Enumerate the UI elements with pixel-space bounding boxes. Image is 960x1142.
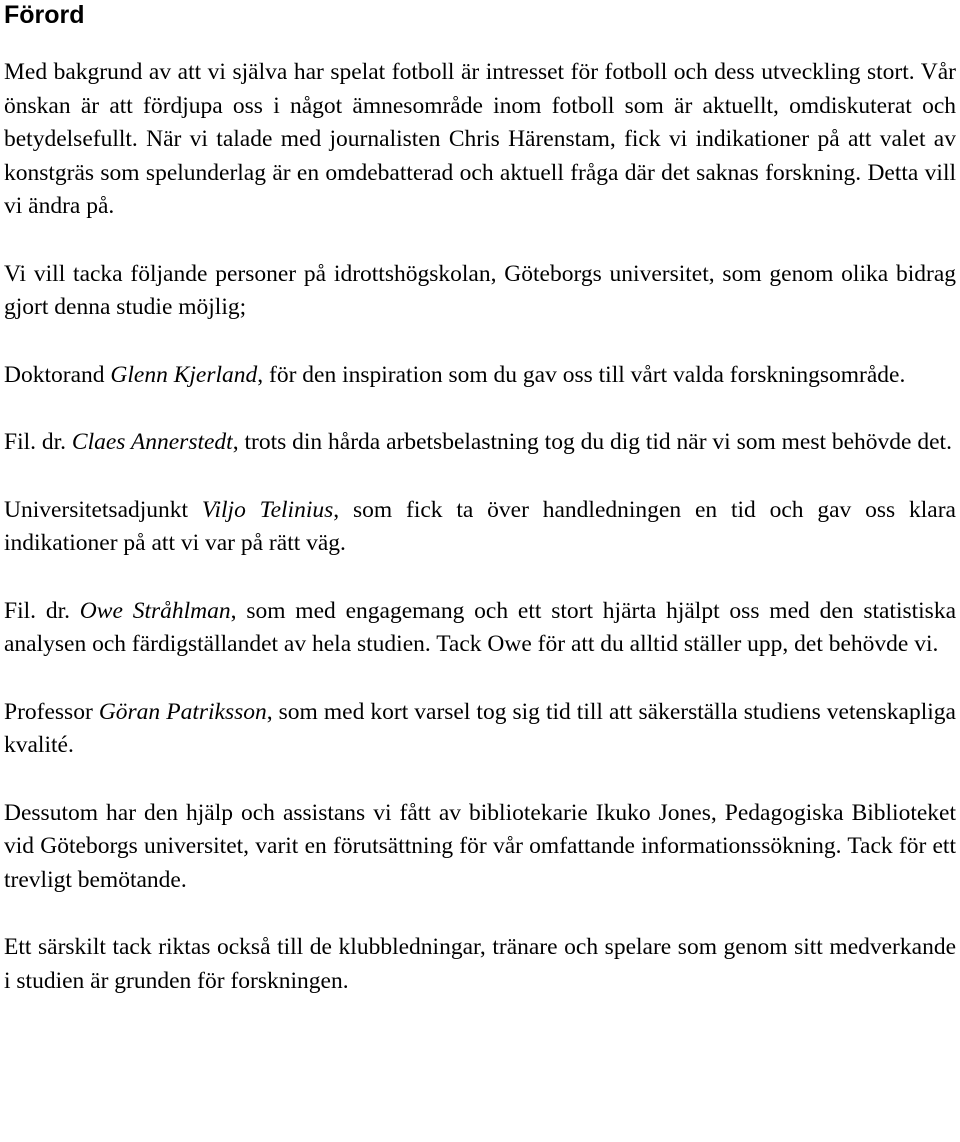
paragraph-text: , som med engagemang och ett stort hjärta hjälpt oss med den statistiska analysen och färdigställandet av hela studien. Tack Owe för att du alltid ställer upp, det behövde vi.	[4, 597, 957, 657]
person-name: Göran Patriksson	[98, 698, 267, 725]
paragraph-text: Universitetsadjunkt	[4, 496, 202, 523]
person-name: Viljo Telinius	[201, 496, 334, 523]
thanks-library-paragraph: Dessutom har den hjälp och assistans vi fått av bibliotekarie Ikuko Jones, Pedagogiska Biblioteket vid Göteborgs universitet, varit en förutsättning för vår omfattande informationssökning. Tack för ett trevligt bemötande.	[4, 799, 956, 893]
paragraph-text: Doktorand	[4, 361, 111, 388]
thanks-intro-paragraph: Vi vill tacka följande personer på idrottshögskolan, Göteborgs universitet, som genom olika bidrag gjort denna studie möjlig;	[4, 260, 956, 320]
paragraph-text: Professor	[4, 698, 99, 725]
page-title: Förord	[4, 1, 85, 29]
paragraph-text: , för den inspiration som du gav oss till vårt valda forskningsområde.	[257, 361, 906, 388]
person-name: Claes Annerstedt	[71, 429, 233, 455]
thanks-clubs-paragraph: Ett särskilt tack riktas också till de klubbledningar, tränare och spelare som genom sitt medverkande i studien är grunden för forskningen.	[4, 934, 956, 994]
paragraph-text: Fil. dr.	[4, 597, 80, 624]
thanks-annerstedt-paragraph	[4, 426, 956, 460]
document-page	[4, 0, 956, 998]
thanks-telinius-paragraph	[4, 494, 956, 561]
paragraph-text: Fil. dr.	[4, 429, 72, 455]
thanks-kjerland-paragraph	[4, 359, 956, 393]
person-name: Owe Stråhlman	[79, 597, 231, 624]
person-name: Glenn Kjerland	[110, 361, 258, 388]
paragraph-text: , som fick ta över handledningen en tid och gav oss klara indikationer på att vi var på rätt väg.	[4, 496, 956, 556]
thanks-patriksson-paragraph	[4, 696, 956, 763]
paragraph-text: , som med kort varsel tog sig tid till att säkerställa studiens vetenskapliga kvalité.	[4, 698, 956, 758]
thanks-strahlman-paragraph	[4, 595, 956, 662]
intro-paragraph: Med bakgrund av att vi själva har spelat fotboll är intresset för fotboll och dess utveckling stort. Vår önskan är att fördjupa oss i något ämnesområde inom fotboll som är aktuellt, omdiskuterat och betydelsefullt. När vi talade med journalisten Chris Härenstam, fick vi indikationer på att valet av konstgräs som spelunderlag är en omdebatterad och aktuell fråga där det saknas forskning. Detta vill vi ändra på.	[4, 59, 956, 219]
paragraph-text: , trots din hårda arbetsbelastning tog du dig tid när vi som mest behövde det.	[232, 429, 952, 455]
